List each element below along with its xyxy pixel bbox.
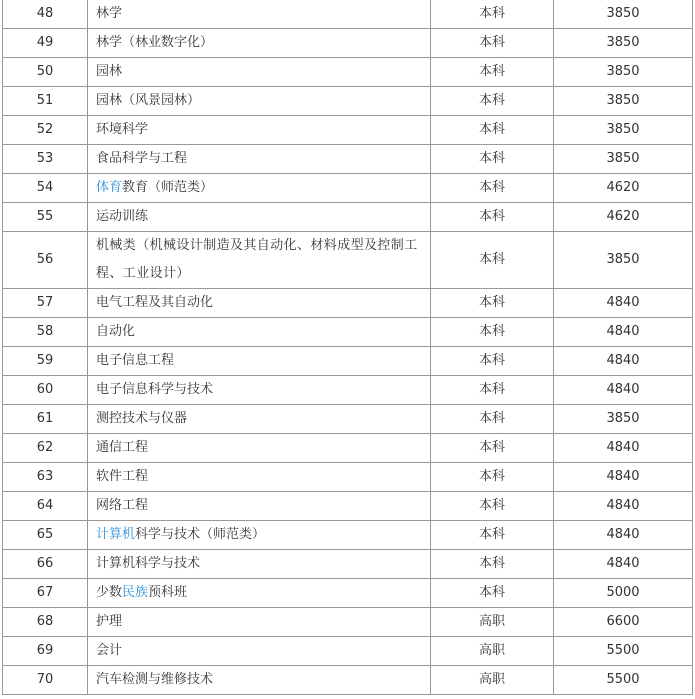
tuition-fee: 4620 [554, 174, 693, 203]
major-name-text: 计算机科学与技术 [96, 556, 201, 571]
major-name-text: 园林 [96, 64, 123, 79]
tuition-fee: 5500 [554, 637, 693, 666]
major-name [88, 434, 431, 463]
row-number: 61 [3, 405, 88, 434]
table-row [3, 579, 693, 608]
tuition-fee: 3850 [554, 116, 693, 145]
major-name-text: 运动训练 [96, 209, 149, 224]
education-level: 本科 [431, 405, 554, 434]
major-name-text: 林学 [96, 6, 123, 21]
major-name [88, 666, 431, 695]
major-name [88, 58, 431, 87]
major-name-text: 自动化 [96, 324, 136, 339]
major-name-text: 环境科学 [96, 122, 149, 137]
table-row [3, 608, 693, 637]
tuition-fee: 5000 [554, 579, 693, 608]
education-level: 本科 [431, 29, 554, 58]
major-name [88, 29, 431, 58]
education-level: 本科 [431, 0, 554, 29]
row-number: 63 [3, 463, 88, 492]
row-number: 52 [3, 116, 88, 145]
row-number: 57 [3, 289, 88, 318]
major-name [88, 289, 431, 318]
table-row [3, 232, 693, 289]
keyword-link[interactable]: 民族 [122, 585, 149, 600]
row-number: 54 [3, 174, 88, 203]
tuition-fee: 4620 [554, 203, 693, 232]
major-name [88, 637, 431, 666]
row-number: 69 [3, 637, 88, 666]
row-number: 64 [3, 492, 88, 521]
education-level: 本科 [431, 579, 554, 608]
education-level: 本科 [431, 58, 554, 87]
education-level: 本科 [431, 203, 554, 232]
table-row [3, 29, 693, 58]
tuition-table [2, 0, 693, 695]
education-level: 本科 [431, 376, 554, 405]
tuition-fee: 3850 [554, 232, 693, 289]
major-name [88, 318, 431, 347]
table-row [3, 87, 693, 116]
major-name-text: 科学与技术（师范类） [135, 527, 266, 542]
table-row [3, 434, 693, 463]
table-row [3, 463, 693, 492]
tuition-fee: 3850 [554, 87, 693, 116]
tuition-fee: 4840 [554, 289, 693, 318]
major-name [88, 376, 431, 405]
tuition-fee: 4840 [554, 550, 693, 579]
major-name-text: 测控技术与仪器 [96, 411, 188, 426]
tuition-fee: 4840 [554, 463, 693, 492]
row-number: 68 [3, 608, 88, 637]
keyword-link[interactable]: 体育 [96, 180, 123, 195]
table-row [3, 58, 693, 87]
table-row [3, 174, 693, 203]
major-name [88, 550, 431, 579]
table-row [3, 0, 693, 29]
major-name-text: 机械类（机械设计制造及其自动化、材料成型及控制工程、工业设计） [96, 238, 418, 281]
tuition-fee: 3850 [554, 58, 693, 87]
major-name [88, 579, 431, 608]
table-row [3, 492, 693, 521]
table-row [3, 347, 693, 376]
tuition-fee: 4840 [554, 318, 693, 347]
row-number: 60 [3, 376, 88, 405]
major-name [88, 116, 431, 145]
row-number: 53 [3, 145, 88, 174]
major-name-text: 会计 [96, 643, 123, 658]
major-name-text: 汽车检测与维修技术 [96, 672, 214, 687]
education-level: 本科 [431, 434, 554, 463]
row-number: 59 [3, 347, 88, 376]
education-level: 高职 [431, 666, 554, 695]
tuition-fee: 3850 [554, 145, 693, 174]
major-name-text: 通信工程 [96, 440, 149, 455]
tuition-fee: 3850 [554, 29, 693, 58]
tuition-fee: 6600 [554, 608, 693, 637]
row-number: 65 [3, 521, 88, 550]
tuition-fee: 4840 [554, 492, 693, 521]
table-row [3, 116, 693, 145]
row-number: 67 [3, 579, 88, 608]
tuition-fee: 4840 [554, 376, 693, 405]
major-name-text: 少数 [96, 585, 123, 600]
major-name-text: 园林（风景园林） [96, 93, 201, 108]
table-row [3, 666, 693, 695]
table-row [3, 637, 693, 666]
major-name-text: 网络工程 [96, 498, 149, 513]
education-level: 本科 [431, 318, 554, 347]
major-name [88, 347, 431, 376]
major-name-text: 护理 [96, 614, 123, 629]
table-row [3, 289, 693, 318]
row-number: 51 [3, 87, 88, 116]
education-level: 本科 [431, 116, 554, 145]
tuition-fee: 4840 [554, 347, 693, 376]
row-number: 56 [3, 232, 88, 289]
tuition-fee: 5500 [554, 666, 693, 695]
major-name [88, 521, 431, 550]
education-level: 本科 [431, 145, 554, 174]
education-level: 高职 [431, 637, 554, 666]
major-name-text: 软件工程 [96, 469, 149, 484]
major-name [88, 203, 431, 232]
education-level: 本科 [431, 463, 554, 492]
major-name [88, 174, 431, 203]
education-level: 高职 [431, 608, 554, 637]
education-level: 本科 [431, 232, 554, 289]
major-name-text: 电子信息工程 [96, 353, 175, 368]
tuition-fee: 4840 [554, 434, 693, 463]
tuition-fee: 4840 [554, 521, 693, 550]
row-number: 58 [3, 318, 88, 347]
row-number: 55 [3, 203, 88, 232]
table-row [3, 521, 693, 550]
row-number: 50 [3, 58, 88, 87]
education-level: 本科 [431, 289, 554, 318]
major-name [88, 232, 431, 289]
table-row [3, 318, 693, 347]
table-row [3, 550, 693, 579]
major-name [88, 405, 431, 434]
major-name-text: 食品科学与工程 [96, 151, 188, 166]
row-number: 49 [3, 29, 88, 58]
row-number: 62 [3, 434, 88, 463]
major-name [88, 145, 431, 174]
education-level: 本科 [431, 87, 554, 116]
education-level: 本科 [431, 550, 554, 579]
education-level: 本科 [431, 347, 554, 376]
major-name [88, 608, 431, 637]
tuition-fee: 3850 [554, 0, 693, 29]
row-number: 66 [3, 550, 88, 579]
major-name-text: 预科班 [148, 585, 188, 600]
major-name-text: 电气工程及其自动化 [96, 295, 214, 310]
education-level: 本科 [431, 492, 554, 521]
table-row [3, 203, 693, 232]
major-name-text: 林学（林业数字化） [96, 35, 214, 50]
row-number: 70 [3, 666, 88, 695]
major-name [88, 463, 431, 492]
major-name-text: 教育（师范类） [122, 180, 214, 195]
education-level: 本科 [431, 174, 554, 203]
major-name-text: 电子信息科学与技术 [96, 382, 214, 397]
major-name [88, 87, 431, 116]
keyword-link[interactable]: 计算机 [96, 527, 136, 542]
major-name [88, 0, 431, 29]
row-number: 48 [3, 0, 88, 29]
table-row [3, 145, 693, 174]
major-name [88, 492, 431, 521]
table-body [3, 0, 693, 695]
table-row [3, 376, 693, 405]
table-row [3, 405, 693, 434]
education-level: 本科 [431, 521, 554, 550]
tuition-fee: 3850 [554, 405, 693, 434]
